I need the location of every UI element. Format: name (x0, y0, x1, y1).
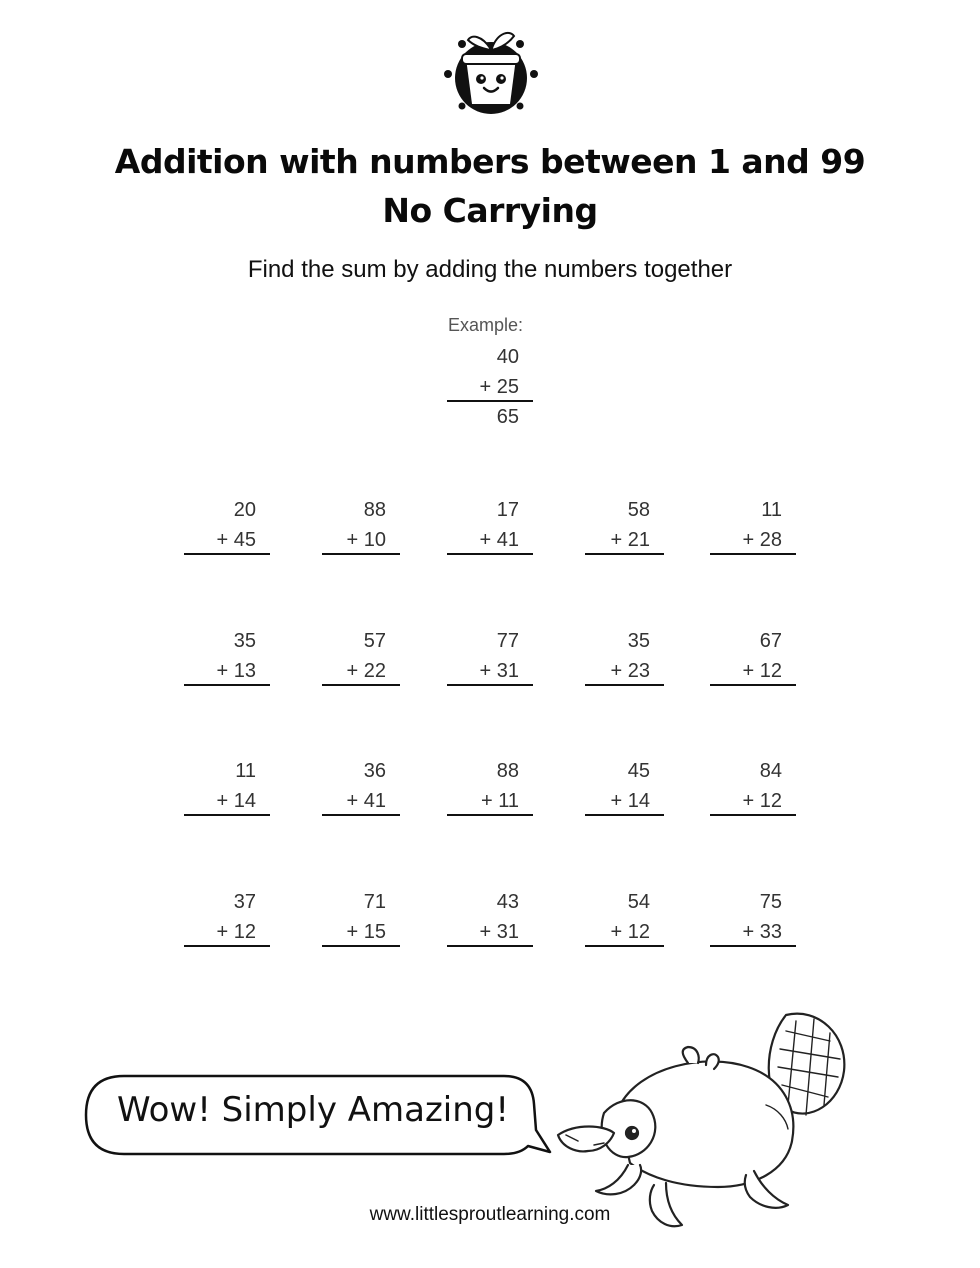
problem-r1-c2[interactable] (322, 499, 400, 559)
problem-r1-c1[interactable] (184, 499, 270, 559)
problem-r2-c1[interactable] (184, 630, 270, 690)
top-number: 37 (233, 891, 256, 913)
bottom-number: + 21 (610, 529, 650, 551)
problem-r1-c4[interactable] (585, 499, 664, 559)
problem-r2-c2[interactable] (322, 630, 400, 690)
footer-website: www.littlesproutlearning.com (369, 1204, 611, 1225)
answer-line (184, 814, 270, 816)
answer-line (585, 945, 664, 947)
bottom-number: + 31 (479, 921, 519, 943)
top-number: 84 (759, 760, 782, 782)
answer-line (710, 814, 796, 816)
top-number: 43 (496, 891, 519, 913)
sprout-pot-icon (432, 22, 544, 122)
answer-line (710, 945, 796, 947)
answer-line (322, 684, 400, 686)
answer-line (710, 553, 796, 555)
bottom-number: + 12 (610, 921, 650, 943)
example-bottom-number: + 25 (479, 376, 519, 398)
top-number: 71 (363, 891, 386, 913)
answer-line (184, 553, 270, 555)
answer-line (322, 945, 400, 947)
problem-r4-c4[interactable] (585, 891, 664, 951)
answer-line (447, 553, 533, 555)
top-number: 54 (627, 891, 650, 913)
problem-r4-c3[interactable] (447, 891, 533, 951)
problem-r3-c1[interactable] (184, 760, 270, 820)
bottom-number: + 14 (610, 790, 650, 812)
top-number: 11 (235, 760, 256, 782)
bottom-number: + 45 (216, 529, 256, 551)
example-sum-line (447, 400, 533, 402)
bottom-number: + 23 (610, 660, 650, 682)
bottom-number: + 33 (742, 921, 782, 943)
bottom-number: + 31 (479, 660, 519, 682)
platypus-icon (548, 1005, 868, 1235)
answer-line (447, 945, 533, 947)
top-number: 11 (761, 499, 782, 521)
answer-line (184, 684, 270, 686)
top-number: 17 (496, 499, 519, 521)
top-number: 35 (627, 630, 650, 652)
bottom-number: + 41 (479, 529, 519, 551)
top-number: 77 (496, 630, 519, 652)
problem-r3-c5[interactable] (710, 760, 796, 820)
bottom-number: + 22 (346, 660, 386, 682)
example-top-number: 40 (496, 346, 519, 368)
answer-line (447, 814, 533, 816)
example-answer: 65 (496, 406, 519, 428)
top-number: 35 (233, 630, 256, 652)
problem-r1-c3[interactable] (447, 499, 533, 559)
answer-line (184, 945, 270, 947)
answer-line (585, 684, 664, 686)
top-number: 67 (759, 630, 782, 652)
answer-line (585, 553, 664, 555)
top-number: 45 (627, 760, 650, 782)
bottom-number: + 14 (216, 790, 256, 812)
answer-line (322, 553, 400, 555)
top-number: 36 (363, 760, 386, 782)
problem-r2-c4[interactable] (585, 630, 664, 690)
bottom-number: + 11 (481, 790, 519, 812)
top-number: 75 (759, 891, 782, 913)
top-number: 88 (496, 760, 519, 782)
top-number: 57 (363, 630, 386, 652)
page-title: Addition with numbers between 1 and 99 (114, 142, 866, 181)
answer-line (585, 814, 664, 816)
example-label: Example: (448, 315, 524, 335)
top-number: 58 (627, 499, 650, 521)
top-number: 88 (363, 499, 386, 521)
bottom-number: + 12 (742, 660, 782, 682)
problem-r1-c5[interactable] (710, 499, 796, 559)
bottom-number: + 12 (742, 790, 782, 812)
problem-r4-c5[interactable] (710, 891, 796, 951)
bottom-number: + 15 (346, 921, 386, 943)
page-subtitle-heading: No Carrying (382, 191, 598, 230)
bottom-number: + 41 (346, 790, 386, 812)
problem-r4-c1[interactable] (184, 891, 270, 951)
top-number: 20 (233, 499, 256, 521)
problem-r3-c3[interactable] (447, 760, 533, 820)
answer-line (710, 684, 796, 686)
problem-r3-c4[interactable] (585, 760, 664, 820)
bottom-number: + 10 (346, 529, 386, 551)
bottom-number: + 12 (216, 921, 256, 943)
example-problem (447, 346, 533, 428)
answer-line (322, 814, 400, 816)
problem-r2-c5[interactable] (710, 630, 796, 690)
answer-line (447, 684, 533, 686)
instructions: Find the sum by adding the numbers together (247, 256, 733, 283)
bottom-number: + 28 (742, 529, 782, 551)
problem-r2-c3[interactable] (447, 630, 533, 690)
bottom-number: + 13 (216, 660, 256, 682)
speech-bubble-text: Wow! Simply Amazing! (116, 1090, 510, 1130)
problem-r3-c2[interactable] (322, 760, 400, 820)
problem-r4-c2[interactable] (322, 891, 400, 951)
